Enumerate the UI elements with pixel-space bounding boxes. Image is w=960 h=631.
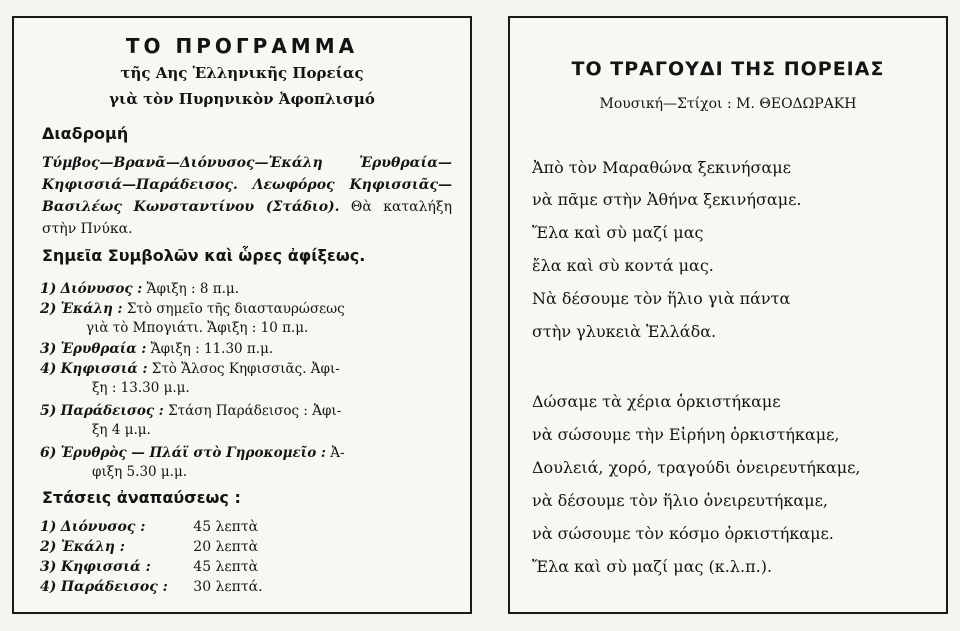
song-panel <box>508 16 948 614</box>
program-subtitle-1: τῆς Αης Ἑλληνικῆς Πορείας <box>120 64 364 82</box>
point-row <box>40 360 460 398</box>
rest-place: Διόνυσος : <box>60 519 146 535</box>
point-detail: Στάση Παράδεισος : Ἀφι- <box>168 403 342 419</box>
point-row <box>40 280 460 299</box>
point-row <box>40 300 460 338</box>
point-number: 1) <box>40 281 57 297</box>
point-detail-cont: γιὰ τὸ Μπογιάτι. Ἄφιξη : 10 π.μ. <box>86 320 309 336</box>
point-detail-cont: ξη : 13.30 μ.μ. <box>92 380 190 396</box>
point-number: 6) <box>40 445 57 461</box>
program-subtitle-2: γιὰ τὸν Πυρηνικὸν Ἀφοπλισμό <box>109 90 375 108</box>
rest-row <box>40 578 263 597</box>
rest-place: Ἐκάλη : <box>60 539 125 555</box>
point-number: 5) <box>40 403 57 419</box>
point-place: Κηφισσιά : <box>60 361 148 377</box>
point-row <box>40 402 460 440</box>
rest-duration: 30 λεπτά. <box>193 579 263 595</box>
program-title: ΤΟ ΠΡΟΓΡΑΜΜΑ <box>125 34 359 58</box>
point-place: Ἐρυθραία : <box>60 341 147 357</box>
route-text <box>42 152 452 240</box>
point-place: Ἐρυθρὸς — Πλάϊ στὸ Γηροκομεῖο : <box>60 445 326 461</box>
verse-line: Ἀπὸ τὸν Μαραθώνα ξεκινήσαμε <box>532 158 791 177</box>
rest-row <box>40 538 258 557</box>
rest-duration: 45 λεπτὰ <box>193 519 259 535</box>
rest-row <box>40 558 258 577</box>
points-heading: Σημεῖα Συμβολῶν καὶ ὧρες ἀφίξεως. <box>42 246 366 265</box>
rest-place: Κηφισσιά : <box>60 559 151 575</box>
verse-line: Δουλειά, χορό, τραγούδι ὀνειρευτήκαμε, <box>532 458 861 477</box>
point-number: 2) <box>40 301 57 317</box>
point-place: Διόνυσος : <box>60 281 143 297</box>
verse-line: Νὰ δέσουμε τὸν ἥλιο γιὰ πάντα <box>532 289 791 308</box>
verse-line: νὰ πᾶμε στὴν Ἀθήνα ξεκινήσαμε. <box>532 190 802 209</box>
verse-line: ἔλα καὶ σὺ κοντά μας. <box>532 256 714 275</box>
point-detail-cont: φιξη 5.30 μ.μ. <box>92 464 188 480</box>
song-title: ΤΟ ΤΡΑΓΟΥΔΙ ΤΗΣ ΠΟΡΕΙΑΣ <box>571 58 885 80</box>
rest-place: Παράδεισος : <box>60 579 168 595</box>
route-heading: Διαδρομή <box>42 124 129 143</box>
point-row <box>40 444 460 482</box>
verse-line: Ἔλα καὶ σὺ μαζί μας (κ.λ.π.). <box>532 557 773 576</box>
point-detail: Ἄφιξη : 8 π.μ. <box>146 281 239 297</box>
verse-line: νὰ δέσουμε τὸν ἥλιο ὀνειρευτήκαμε, <box>532 491 828 510</box>
program-panel <box>12 16 472 614</box>
song-credits: Μουσική—Στίχοι : Μ. ΘΕΟΔΩΡΑΚΗ <box>599 96 857 112</box>
point-detail: Ἀ- <box>330 445 345 461</box>
rest-duration: 20 λεπτὰ <box>193 539 259 555</box>
point-place: Παράδεισος : <box>60 403 164 419</box>
route-italic: Τύμβος—Βρανᾶ—Διόνυσος—Ἐκάλη Ἐρυθραία—Κηφισσιά—Παράδεισος. Λεωφόρος Κηφισσιᾶς—Βασιλέως Κωνσταντίνου (Στάδιο). <box>42 155 452 215</box>
verse-line: Ἔλα καὶ σὺ μαζί μας <box>532 223 704 242</box>
point-place: Ἐκάλη : <box>60 301 123 317</box>
rest-heading: Στάσεις ἀναπαύσεως : <box>42 488 241 507</box>
rest-number: 3) <box>40 559 57 575</box>
point-number: 3) <box>40 341 57 357</box>
point-detail-cont: ξη 4 μ.μ. <box>92 422 151 438</box>
rest-duration: 45 λεπτὰ <box>193 559 259 575</box>
point-detail: Στὸ σημεῖο τῆς διασταυρώσεως <box>126 301 345 317</box>
rest-number: 1) <box>40 519 57 535</box>
point-row <box>40 340 460 359</box>
rest-row <box>40 518 258 537</box>
verse-line: νὰ σώσουμε τὸν κόσμο ὁρκιστήκαμε. <box>532 524 834 543</box>
point-number: 4) <box>40 361 57 377</box>
verse-line: στὴν γλυκειὰ Ἑλλάδα. <box>532 322 717 341</box>
rest-number: 2) <box>40 539 57 555</box>
point-detail: Στὸ Ἄλσος Κηφισσιᾶς. Ἀφι- <box>151 361 340 377</box>
rest-number: 4) <box>40 579 57 595</box>
point-detail: Ἄφιξη : 11.30 π.μ. <box>150 341 274 357</box>
route-plain: Θὰ καταλήξη στὴν Πνύκα. <box>42 199 452 237</box>
verse-line: νὰ σώσουμε τὴν Εἰρήνη ὁρκιστήκαμε, <box>532 425 840 444</box>
verse-line: Δώσαμε τὰ χέρια ὁρκιστήκαμε <box>532 392 781 411</box>
